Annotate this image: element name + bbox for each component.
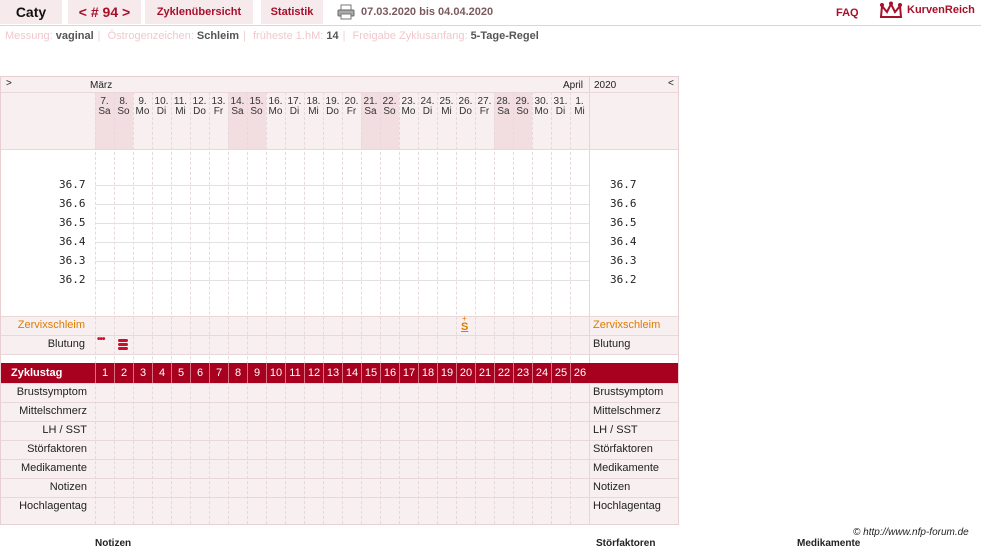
row-label-right[interactable]: Mittelschmerz	[593, 405, 661, 417]
cervix-label-left: Zervixschleim	[17, 319, 85, 331]
temperature-gridline	[95, 185, 589, 186]
year-label: 2020	[594, 80, 617, 91]
release-label: Freigabe Zyklusanfang:	[352, 30, 468, 42]
settings-summary: Messung: vaginal | Östrogenzeichen: Schleim | früheste 1.hM: 14 | Freigabe Zyklusanfang: 5-Tage-Regel	[5, 30, 539, 42]
cycle-day-label: Zyklustag	[11, 367, 63, 379]
day-number[interactable]: 26.	[458, 96, 473, 107]
weekday: Di	[289, 106, 300, 117]
cycle-day-number: 25	[551, 363, 570, 383]
cycle-day-number: 6	[190, 363, 209, 383]
row-divider	[1, 497, 678, 498]
weekday: Do	[459, 106, 472, 117]
day-number[interactable]: 19.	[325, 96, 340, 107]
temperature-label-left: 36.4	[59, 235, 86, 248]
day-number[interactable]: 14.	[230, 96, 245, 107]
date-range: 07.03.2020 bis 04.04.2020	[361, 6, 494, 18]
cycle-day-number: 8	[228, 363, 247, 383]
extra-rows-band	[1, 383, 678, 524]
cycle-day-number: 4	[152, 363, 171, 383]
day-number[interactable]: 25.	[439, 96, 454, 107]
weekday: Fr	[479, 106, 490, 117]
measurement-value: vaginal	[55, 30, 94, 42]
temperature-gridline	[95, 280, 589, 281]
row-divider	[1, 402, 678, 403]
day-number[interactable]: 18.	[306, 96, 321, 107]
day-number[interactable]: 24.	[420, 96, 435, 107]
row-label-right[interactable]: Brustsymptom	[593, 386, 664, 398]
temperature-gridline	[95, 223, 589, 224]
temperature-label-left: 36.7	[59, 178, 86, 191]
temperature-area	[1, 149, 678, 316]
cycle-day-number: 2	[114, 363, 133, 383]
cycle-day-number: 20	[456, 363, 475, 383]
cycle-day-number: 17	[399, 363, 418, 383]
cycle-navigator[interactable]: < # 94 >	[68, 0, 141, 24]
day-number[interactable]: 12.	[192, 96, 207, 107]
earliest-hm-label: früheste 1.hM:	[252, 30, 324, 42]
day-number[interactable]: 15.	[249, 96, 264, 107]
temperature-label-right: 36.4	[610, 235, 637, 248]
temperature-gridline	[95, 204, 589, 205]
cervix-label-right: Zervixschleim	[593, 319, 661, 331]
row-label-right[interactable]: Notizen	[593, 481, 631, 493]
user-name: Caty	[0, 0, 62, 24]
row-label-left[interactable]: Mittelschmerz	[19, 405, 87, 417]
weekday: Sa	[497, 106, 510, 117]
row-label-left[interactable]: Störfaktoren	[27, 443, 87, 455]
temperature-label-right: 36.6	[610, 197, 637, 210]
day-number[interactable]: 8.	[119, 96, 128, 107]
row-divider	[1, 92, 678, 93]
day-number[interactable]: 13.	[211, 96, 226, 107]
day-number[interactable]: 10.	[154, 96, 169, 107]
row-divider	[1, 478, 678, 479]
weekday: Di	[156, 106, 167, 117]
weekday: So	[383, 106, 396, 117]
row-label-right[interactable]: LH / SST	[593, 424, 638, 436]
cycle-day-number: 23	[513, 363, 532, 383]
cycle-day-number: 11	[285, 363, 304, 383]
row-label-left[interactable]: Notizen	[49, 481, 87, 493]
weekday: Mi	[175, 106, 186, 117]
weekday: Mo	[401, 106, 416, 117]
month-end-label: April	[563, 80, 584, 91]
day-number[interactable]: 29.	[515, 96, 530, 107]
row-divider	[1, 354, 678, 355]
day-number[interactable]: 16.	[268, 96, 283, 107]
cycle-day-number: 14	[342, 363, 361, 383]
row-label-right[interactable]: Medikamente	[593, 462, 660, 474]
footer-disruptions-heading: Störfaktoren	[596, 538, 656, 549]
brand-name[interactable]: KurvenReich	[907, 4, 975, 16]
day-number[interactable]: 27.	[477, 96, 492, 107]
day-number[interactable]: 9.	[138, 96, 147, 107]
day-number[interactable]: 17.	[287, 96, 302, 107]
earliest-hm-value: 14	[326, 30, 339, 42]
temperature-label-right: 36.3	[610, 254, 637, 267]
cycle-day-number: 3	[133, 363, 152, 383]
weekday: Mi	[308, 106, 319, 117]
temperature-label-left: 36.6	[59, 197, 86, 210]
temperature-label-right: 36.2	[610, 273, 637, 286]
month-start-label: März	[90, 80, 113, 91]
row-label-left[interactable]: LH / SST	[42, 424, 87, 436]
row-divider	[1, 459, 678, 460]
weekday: Di	[555, 106, 566, 117]
cycle-day-number: 15	[361, 363, 380, 383]
weekday: Sa	[231, 106, 244, 117]
release-value: 5-Tage-Regel	[470, 30, 539, 42]
footer-medication-heading: Medikamente	[797, 538, 861, 549]
day-number[interactable]: 23.	[401, 96, 416, 107]
temperature-gridline	[95, 261, 589, 262]
spotting-dots-icon: •••	[97, 334, 105, 345]
row-divider	[1, 316, 678, 317]
row-divider	[1, 440, 678, 441]
temperature-label-left: 36.3	[59, 254, 86, 267]
weekday: Mi	[574, 106, 585, 117]
weekday: Do	[326, 106, 339, 117]
cycle-day-number: 24	[532, 363, 551, 383]
cycle-day-number: 5	[171, 363, 190, 383]
measurement-label: Messung:	[5, 30, 53, 42]
printer-icon[interactable]	[337, 4, 355, 20]
footer-notes-heading: Notizen	[95, 538, 132, 549]
cycle-day-number: 13	[323, 363, 342, 383]
weekday: Mo	[534, 106, 549, 117]
day-number[interactable]: 11.	[173, 96, 188, 107]
faq-link[interactable]: FAQ	[836, 7, 859, 19]
weekday: So	[250, 106, 263, 117]
cycle-day-number: 22	[494, 363, 513, 383]
estrogen-value: Schleim	[196, 30, 240, 42]
bleeding-label-right: Blutung	[593, 338, 631, 350]
weekday: So	[516, 106, 529, 117]
temperature-gridline	[95, 242, 589, 243]
row-label-left[interactable]: Hochlagentag	[19, 500, 87, 512]
cycle-day-number: 16	[380, 363, 399, 383]
day-number[interactable]: 28.	[496, 96, 511, 107]
weekday: Sa	[98, 106, 111, 117]
day-number[interactable]: 22.	[382, 96, 397, 107]
heavy-bleeding-icon	[118, 339, 128, 350]
bleeding-label-left: Blutung	[47, 338, 85, 350]
weekday: Mo	[268, 106, 283, 117]
weekday: Fr	[213, 106, 224, 117]
weekday: Do	[193, 106, 206, 117]
cervix-plus-icon: +	[462, 314, 467, 323]
cycle-day-number: 1	[95, 363, 114, 383]
copyright: © http://www.nfp-forum.de	[853, 527, 969, 538]
day-number[interactable]: 30.	[534, 96, 549, 107]
cervix-mark: S	[461, 321, 469, 333]
weekday: Mi	[441, 106, 452, 117]
cycle-day-number: 18	[418, 363, 437, 383]
chart-nav-right[interactable]: <	[668, 78, 674, 89]
weekday: Sa	[364, 106, 377, 117]
row-divider	[1, 149, 678, 150]
temperature-label-right: 36.5	[610, 216, 637, 229]
cycle-chart	[0, 76, 679, 525]
cycle-day-number: 19	[437, 363, 456, 383]
day-number[interactable]: 21.	[363, 96, 378, 107]
cycle-day-number: 26	[570, 363, 589, 383]
weekday: Fr	[346, 106, 357, 117]
tab-cycle-overview[interactable]: Zyklenübersicht	[145, 0, 253, 24]
estrogen-label: Östrogenzeichen:	[107, 30, 194, 42]
day-number[interactable]: 1.	[575, 96, 584, 107]
day-number[interactable]: 7.	[100, 96, 109, 107]
cycle-day-number: 7	[209, 363, 228, 383]
cycle-day-number: 21	[475, 363, 494, 383]
cycle-day-number: 12	[304, 363, 323, 383]
tab-statistics[interactable]: Statistik	[261, 0, 323, 24]
row-divider	[1, 383, 678, 384]
weekday: So	[117, 106, 130, 117]
temperature-label-right: 36.7	[610, 178, 637, 191]
row-label-right[interactable]: Störfaktoren	[593, 443, 653, 455]
row-label-right[interactable]: Hochlagentag	[593, 500, 661, 512]
crown-logo-icon	[879, 1, 903, 21]
row-label-left[interactable]: Brustsymptom	[16, 386, 87, 398]
day-number[interactable]: 20.	[344, 96, 359, 107]
row-label-left[interactable]: Medikamente	[20, 462, 87, 474]
cycle-day-number: 10	[266, 363, 285, 383]
row-divider	[1, 421, 678, 422]
weekday: Mo	[135, 106, 150, 117]
temperature-label-left: 36.2	[59, 273, 86, 286]
weekday: Di	[422, 106, 433, 117]
day-number[interactable]: 31.	[553, 96, 568, 107]
cycle-day-number: 9	[247, 363, 266, 383]
chart-nav-left[interactable]: >	[6, 78, 12, 89]
temperature-label-left: 36.5	[59, 216, 86, 229]
